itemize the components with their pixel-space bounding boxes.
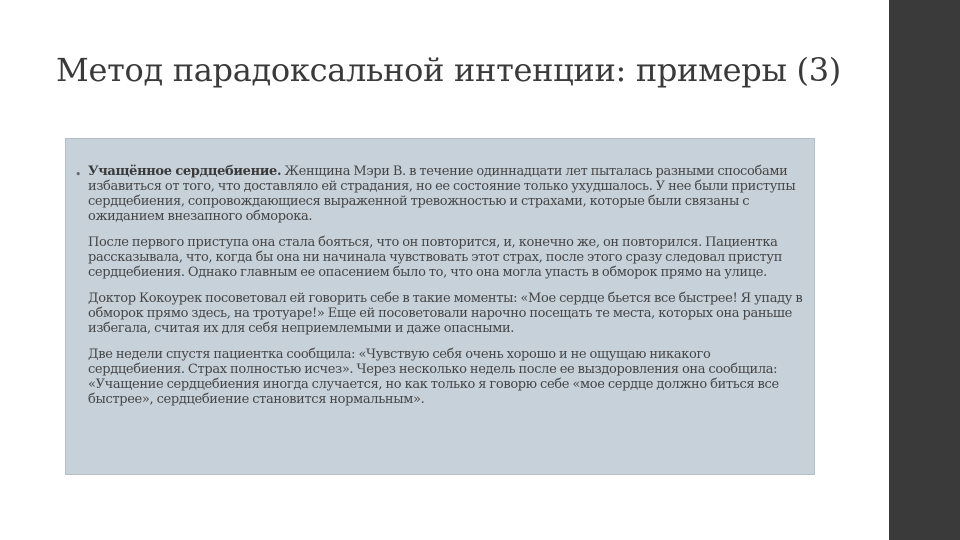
paragraph-3: Доктор Кокоурек посоветовал ей говорить себе в такие моменты: «Мое сердце бьется все быстрее! Я упаду в обморок прямо здесь, на тротуаре!» Еще ей посоветовали нарочно посещать те места, которых она раньше избегала, считая их для себя неприемлемыми и даже опасными. bbox=[88, 291, 803, 336]
bullet-marker: • bbox=[75, 168, 82, 181]
lead-heading: Учащённое сердцебиение. bbox=[88, 164, 282, 179]
content-box bbox=[65, 138, 815, 475]
paragraph-2: После первого приступа она стала бояться, что он повторится, и, конечно же, он повторился. Пациентка рассказывала, что, когда бы она ни начинала чувствовать этот страх, после этого сразу следовал приступ сердцебиения. Однако главным ее опасением было то, что она могла упасть в обморок прямо на улице. bbox=[88, 235, 783, 280]
right-sidebar-bar bbox=[889, 0, 960, 540]
slide-title: Метод парадоксальной интенции: примеры (3) bbox=[56, 51, 841, 89]
paragraph-1-text: Женщина Мэри В. в течение одиннадцати лет пыталась разными способами избавиться от того, что доставляло ей страдания, но ее состояние только ухудшалось. У нее были приступы сердцебиения, сопровождающиеся выраженной тревожностью и страхами, которые были связаны с ожиданием внезапного обморока. bbox=[88, 164, 796, 224]
paragraphs bbox=[88, 164, 810, 418]
paragraph-4: Две недели спустя пациентка сообщила: «Чувствую себя очень хорошо и не ощущаю никакого сердцебиения. Страх полностью исчез». Через несколько недель после ее выздоровления она сообщила: «Учащение сердцебиения иногда случается, но как только я говорю себе «мое сердце должно биться все быстрее», сердцебиение становится нормальным». bbox=[88, 347, 779, 407]
paragraph-1 bbox=[88, 164, 810, 224]
